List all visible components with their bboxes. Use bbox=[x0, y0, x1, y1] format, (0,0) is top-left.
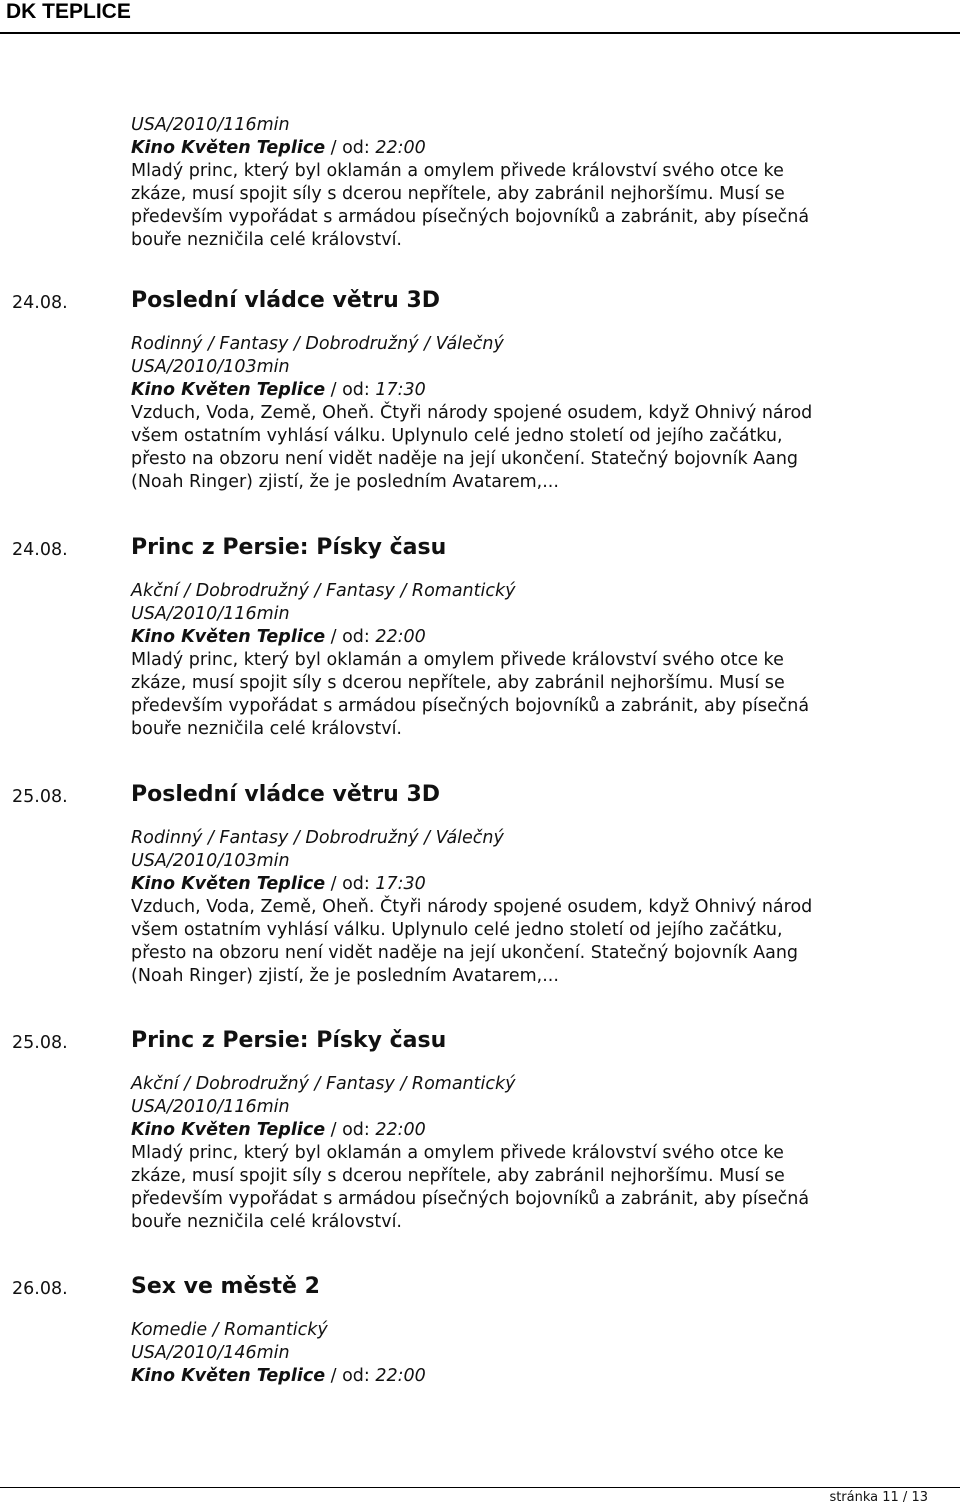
description-line: Mladý princ, který byl oklamán a omylem přivede království svého otce ke bbox=[131, 650, 784, 670]
cinema-venue: Kino Květen Teplice bbox=[131, 627, 326, 647]
movie-title: Poslední vládce větru 3D bbox=[131, 782, 441, 807]
description-line: Vzduch, Voda, Země, Oheň. Čtyři národy spojené osudem, když Ohnivý národ bbox=[131, 403, 813, 423]
screening-time: 22:00 bbox=[375, 1366, 426, 1386]
movie-title: Princ z Persie: Písky času bbox=[131, 1028, 447, 1053]
footer-divider bbox=[0, 1487, 960, 1488]
description-line: bouře nezničila celé království. bbox=[131, 719, 402, 739]
description-line: Vzduch, Voda, Země, Oheň. Čtyři národy spojené osudem, když Ohnivý národ bbox=[131, 897, 813, 917]
description-line: všem ostatním vyhlásí válku. Uplynulo celé jedno století od jejího začátku, bbox=[131, 920, 783, 940]
description-line: zkáze, musí spojit síly s dcerou nepřítele, aby zabránil nejhoršímu. Musí se bbox=[131, 184, 785, 204]
movie-details bbox=[131, 1319, 891, 1388]
movie-description bbox=[131, 160, 891, 252]
time-separator: / od: bbox=[325, 1366, 376, 1386]
description-line: zkáze, musí spojit síly s dcerou nepřítele, aby zabránil nejhoršímu. Musí se bbox=[131, 673, 785, 693]
description-line: přesto na obzoru není vidět naděje na její ukončení. Statečný bojovník Aang bbox=[131, 943, 799, 963]
movie-origin: USA/2010/116min bbox=[131, 115, 290, 135]
site-title: DK TEPLICE bbox=[6, 0, 131, 23]
screening-info bbox=[131, 873, 891, 896]
screening-date: 25.08. bbox=[12, 787, 68, 807]
description-line: přesto na obzoru není vidět naděje na její ukončení. Statečný bojovník Aang bbox=[131, 449, 799, 469]
movie-origin: USA/2010/116min bbox=[131, 604, 290, 624]
movie-description bbox=[131, 402, 891, 494]
movie-title: Poslední vládce větru 3D bbox=[131, 288, 441, 313]
screening-info bbox=[131, 1365, 891, 1388]
movie-title: Princ z Persie: Písky času bbox=[131, 535, 447, 560]
screening-date: 26.08. bbox=[12, 1279, 68, 1299]
time-separator: / od: bbox=[325, 138, 376, 158]
movie-origin: USA/2010/103min bbox=[131, 357, 290, 377]
screening-time: 17:30 bbox=[375, 874, 426, 894]
screening-date: 24.08. bbox=[12, 293, 68, 313]
movie-genre: Rodinný / Fantasy / Dobrodružný / Válečný bbox=[131, 334, 504, 354]
movie-genre: Akční / Dobrodružný / Fantasy / Romantický bbox=[131, 1074, 516, 1094]
movie-genre: Rodinný / Fantasy / Dobrodružný / Válečný bbox=[131, 828, 504, 848]
movie-details bbox=[131, 333, 891, 494]
description-line: především vypořádat s armádou písečných bojovníků a zabránit, aby písečná bbox=[131, 207, 810, 227]
movie-origin: USA/2010/103min bbox=[131, 851, 290, 871]
page-number: stránka 11 / 13 bbox=[829, 1490, 928, 1505]
screening-time: 17:30 bbox=[375, 380, 426, 400]
movie-title: Sex ve městě 2 bbox=[131, 1274, 320, 1299]
cinema-venue: Kino Květen Teplice bbox=[131, 1120, 326, 1140]
movie-details bbox=[131, 580, 891, 741]
movie-origin: USA/2010/116min bbox=[131, 1097, 290, 1117]
description-line: bouře nezničila celé království. bbox=[131, 230, 402, 250]
screening-time: 22:00 bbox=[375, 1120, 426, 1140]
description-line: bouře nezničila celé království. bbox=[131, 1212, 402, 1232]
movie-origin: USA/2010/146min bbox=[131, 1343, 290, 1363]
movie-details bbox=[131, 827, 891, 988]
description-line: Mladý princ, který byl oklamán a omylem přivede království svého otce ke bbox=[131, 161, 784, 181]
movie-genre: Akční / Dobrodružný / Fantasy / Romantický bbox=[131, 581, 516, 601]
screening-info bbox=[131, 1119, 891, 1142]
time-separator: / od: bbox=[325, 1120, 376, 1140]
time-separator: / od: bbox=[325, 874, 376, 894]
description-line: především vypořádat s armádou písečných bojovníků a zabránit, aby písečná bbox=[131, 1189, 810, 1209]
screening-date: 25.08. bbox=[12, 1033, 68, 1053]
movie-genre: Komedie / Romantický bbox=[131, 1320, 328, 1340]
description-line: (Noah Ringer) zjistí, že je posledním Avatarem,... bbox=[131, 966, 559, 986]
screening-info bbox=[131, 626, 891, 649]
movie-description bbox=[131, 896, 891, 988]
screening-time: 22:00 bbox=[375, 138, 426, 158]
movie-description bbox=[131, 649, 891, 741]
cinema-venue: Kino Květen Teplice bbox=[131, 874, 326, 894]
screening-info bbox=[131, 137, 891, 160]
movie-details bbox=[131, 1073, 891, 1234]
header-divider bbox=[0, 32, 960, 34]
screening-date: 24.08. bbox=[12, 540, 68, 560]
screening-time: 22:00 bbox=[375, 627, 426, 647]
description-line: především vypořádat s armádou písečných bojovníků a zabránit, aby písečná bbox=[131, 696, 810, 716]
movie-description bbox=[131, 1142, 891, 1234]
leadin-entry bbox=[131, 114, 891, 252]
description-line: (Noah Ringer) zjistí, že je posledním Avatarem,... bbox=[131, 472, 559, 492]
cinema-venue: Kino Květen Teplice bbox=[131, 138, 326, 158]
description-line: zkáze, musí spojit síly s dcerou nepřítele, aby zabránil nejhoršímu. Musí se bbox=[131, 1166, 785, 1186]
time-separator: / od: bbox=[325, 380, 376, 400]
screening-info bbox=[131, 379, 891, 402]
description-line: Mladý princ, který byl oklamán a omylem přivede království svého otce ke bbox=[131, 1143, 784, 1163]
cinema-venue: Kino Květen Teplice bbox=[131, 380, 326, 400]
time-separator: / od: bbox=[325, 627, 376, 647]
description-line: všem ostatním vyhlásí válku. Uplynulo celé jedno století od jejího začátku, bbox=[131, 426, 783, 446]
cinema-venue: Kino Květen Teplice bbox=[131, 1366, 326, 1386]
